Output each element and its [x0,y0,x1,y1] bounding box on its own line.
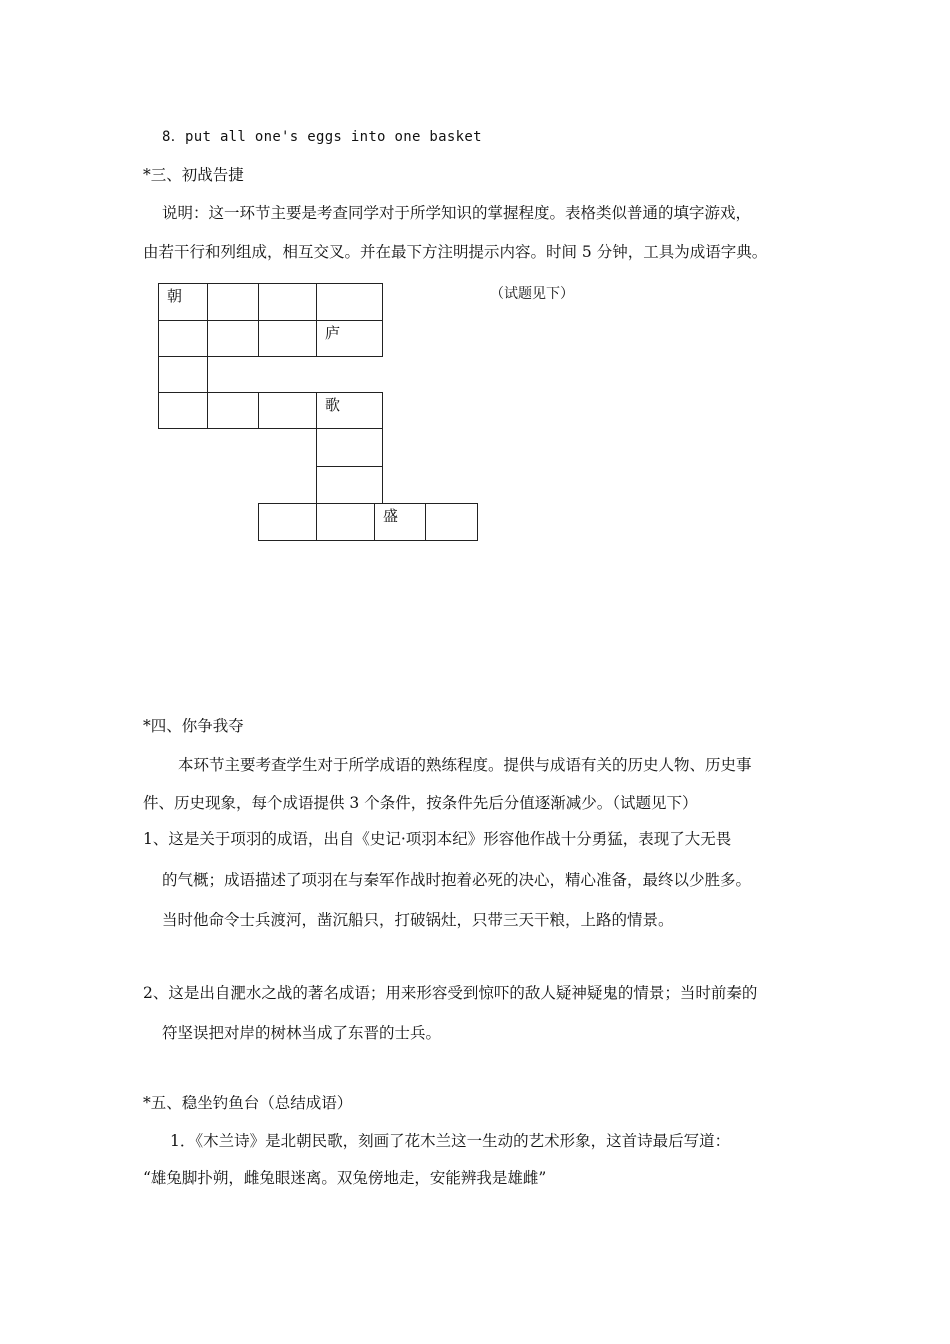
grid-cell [316,503,375,541]
section-3-desc-line-1: 说明：这一环节主要是考查同学对于所学知识的掌握程度。表格类似普通的填字游戏， [162,204,752,222]
section-5-para-line-2: “雄兔脚扑朔，雌兔眼迷离。双兔傍地走，安能辨我是雄雌” [143,1169,547,1187]
grid-cell [258,283,317,321]
grid-cell [316,466,383,504]
section-3-note: （试题见下） [490,286,574,302]
grid-cell [316,392,383,429]
grid-cell [258,503,317,541]
grid-cell [158,356,208,393]
question-2-line-2: 符坚误把对岸的树林当成了东晋的士兵。 [162,1024,442,1042]
item-8: 8．put all one's eggs into one basket [162,129,482,145]
section-3-desc-line-2: 由若干行和列组成，相互交叉。并在最下方注明提示内容。时间 5 分钟，工具为成语字典。 [143,243,768,261]
grid-cell [316,320,383,357]
section-4-intro-line-1: 本环节主要考查学生对于所学成语的熟练程度。提供与成语有关的历史人物、历史事 [178,756,752,774]
question-1-line-2: 的气概；成语描述了项羽在与秦军作战时抱着必死的决心，精心准备，最终以少胜多。 [162,871,752,889]
grid-char-lu: 庐 [325,324,341,342]
grid-cell [374,503,426,541]
grid-cell [207,392,259,429]
grid-cell [425,503,478,541]
grid-char-sheng: 盛 [383,507,399,525]
grid-cell [316,428,383,467]
section-4-intro-line-2: 件、历史现象，每个成语提供 3 个条件，按条件先后分值逐渐减少。（试题见下） [143,794,698,812]
section-4-heading: *四、你争我夺 [143,717,244,735]
grid-cell [158,320,208,357]
question-1-line-1: 1、这是关于项羽的成语，出自《史记·项羽本纪》形容他作战十分勇猛，表现了大无畏 [143,830,732,848]
section-5-para-line-1: 1．《木兰诗》是北朝民歌，刻画了花木兰这一生动的艺术形象，这首诗最后写道： [170,1132,731,1150]
grid-cell [207,283,259,321]
grid-cell [158,283,208,321]
grid-char-zhao: 朝 [167,287,183,305]
grid-cell [158,392,208,429]
section-5-heading: *五、稳坐钓鱼台（总结成语） [143,1094,353,1112]
section-3-heading: *三、初战告捷 [143,166,244,184]
grid-char-ge: 歌 [325,396,341,414]
grid-cell [207,320,259,357]
grid-cell [258,392,317,429]
grid-cell [258,320,317,357]
question-1-line-3: 当时他命令士兵渡河，凿沉船只，打破锅灶，只带三天干粮，上路的情景。 [162,911,674,929]
question-2-line-1: 2、这是出自淝水之战的著名成语；用来形容受到惊吓的敌人疑神疑鬼的情景；当时前秦的 [143,984,758,1002]
grid-cell [316,283,383,321]
